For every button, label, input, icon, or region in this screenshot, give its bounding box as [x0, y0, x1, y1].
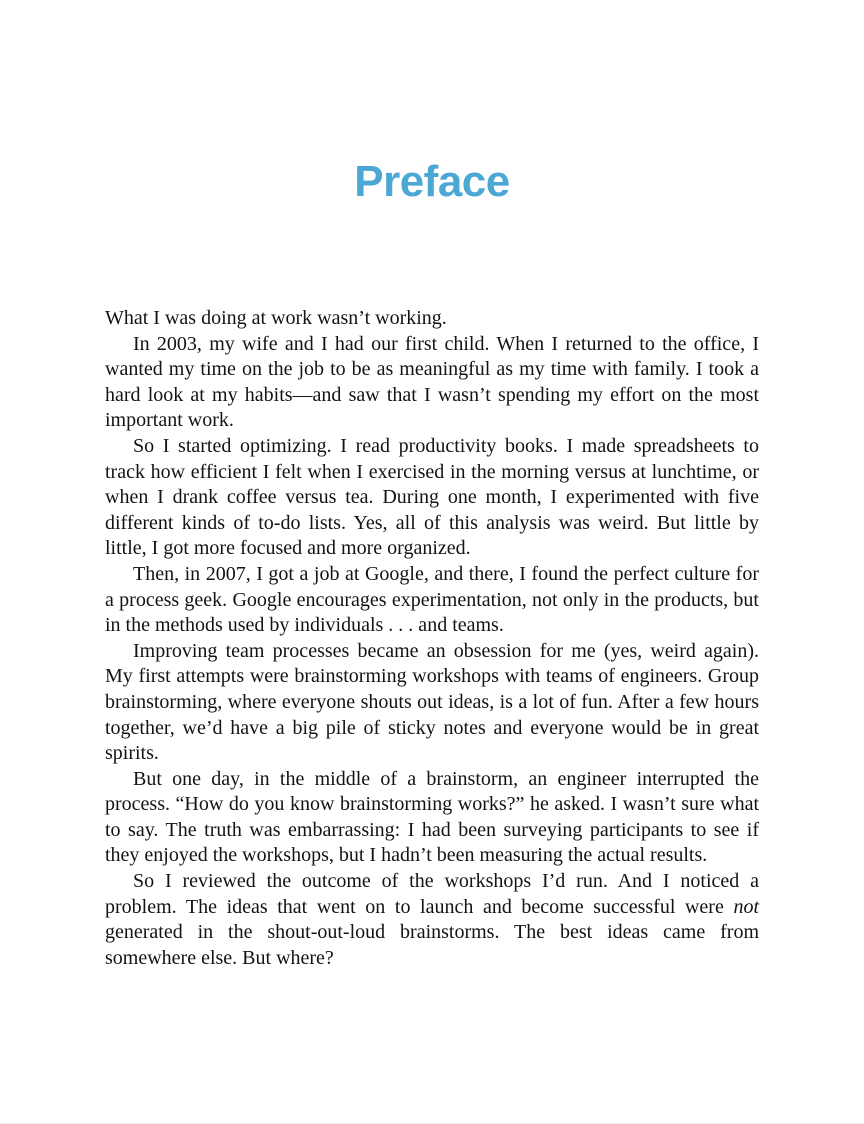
paragraph-text: So I reviewed the outcome of the workshops I’d run. And I noticed a problem. The ideas that went on to launch and become successful were — [105, 870, 759, 918]
paragraph: What I was doing at work wasn’t working. — [105, 307, 447, 329]
page-title: Preface — [354, 157, 510, 206]
paragraph — [105, 869, 759, 971]
paragraph: So I started optimizing. I read productivity books. I made spreadsheets to track how efficient I felt when I exercised in the morning versus at lunchtime, or when I drank coffee versus tea. During one month, I experimented with five different kinds of to-do lists. Yes, all of this analysis was weird. But little by little, I got more focused and more organized. — [105, 434, 759, 560]
paragraph: Then, in 2007, I got a job at Google, and there, I found the perfect culture for a process geek. Google encourages experimentation, not only in the products, but in the methods used by individuals . . . and teams. — [105, 562, 759, 637]
preface-body — [105, 306, 759, 971]
paragraph: But one day, in the middle of a brainstorm, an engineer interrupted the process. “How do you know brainstorming works?” he asked. I wasn’t sure what to say. The truth was embarrassing: I had been surveying participants to see if they enjoyed the workshops, but I hadn’t been measuring the actual results. — [105, 767, 759, 867]
paragraph-text: generated in the shout-out-loud brainstorms. The best ideas came from somewhere else. But where? — [105, 921, 759, 969]
emphasized-word: not — [733, 895, 759, 918]
paragraph: Improving team processes became an obsession for me (yes, weird again). My first attempts were brainstorming workshops with teams of engineers. Group brainstorming, where everyone shouts out ideas, is a lot of fun. After a few hours together, we’d have a big pile of sticky notes and everyone would be in great spirits. — [105, 639, 759, 765]
paragraph: In 2003, my wife and I had our first child. When I returned to the office, I wanted my time on the job to be as meaningful as my time with family. I took a hard look at my habits—and saw that I wasn’t spending my effort on the most important work. — [105, 332, 759, 432]
